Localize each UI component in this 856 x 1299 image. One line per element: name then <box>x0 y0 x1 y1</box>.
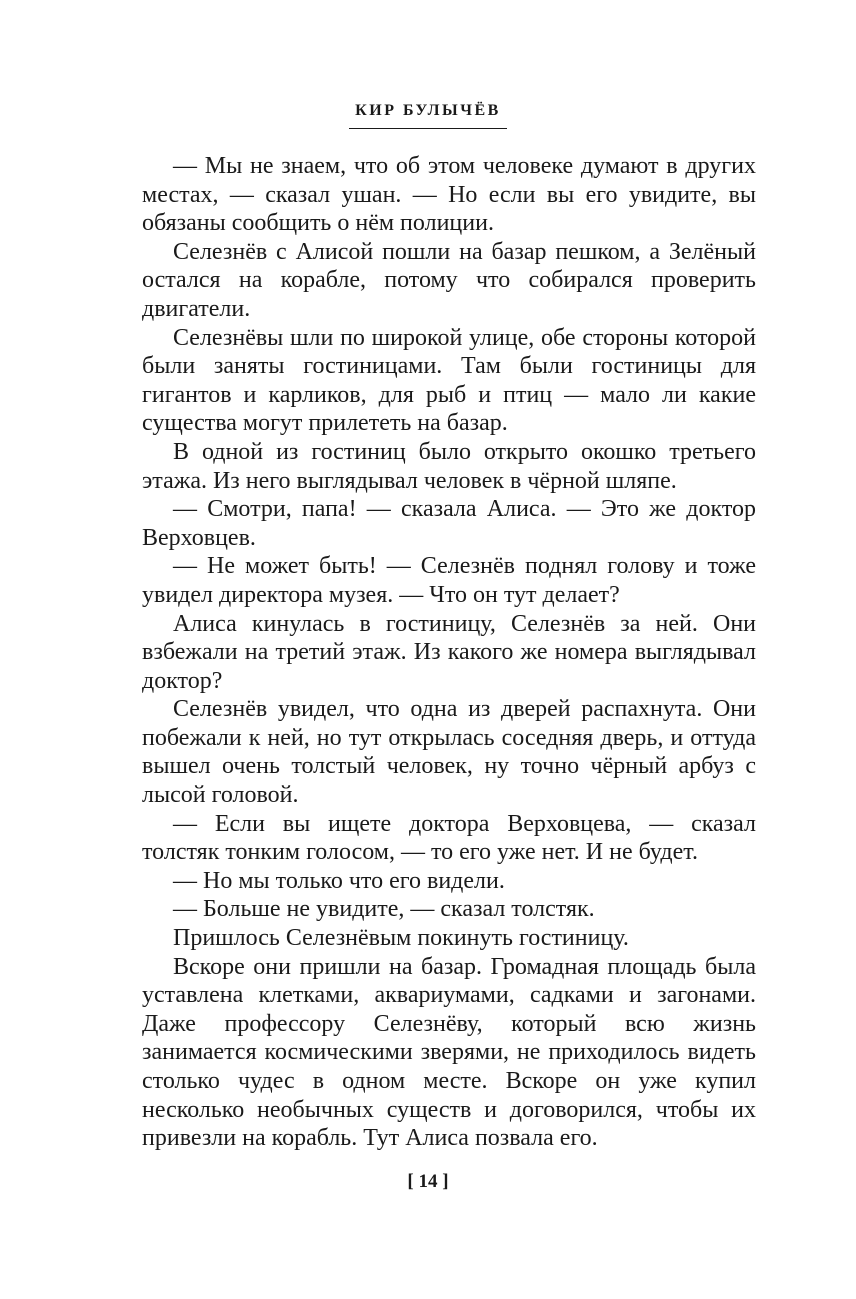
paragraph: — Мы не знаем, что об этом человеке думают в других местах, — сказал ушан. — Но если вы его увидите, вы обязаны сообщить о нём полиции. <box>142 153 756 237</box>
paragraph: — Но мы только что его видели. <box>173 867 505 894</box>
page-body <box>142 152 756 1153</box>
paragraph: Пришлось Селезнёвым покинуть гостиницу. <box>173 925 629 952</box>
paragraph: — Смотри, папа! — сказала Алиса. — Это же доктор Верховцев. <box>142 496 756 551</box>
page-number: [ 14 ] <box>407 1171 449 1192</box>
paragraph: — Не может быть! — Селезнёв поднял голову и тоже увидел директора музея. — Что он тут делает? <box>142 553 756 608</box>
running-header <box>0 100 856 129</box>
paragraph: Алиса кинулась в гостиницу, Селезнёв за ней. Они взбежали на третий этаж. Из какого же номера выглядывал доктор? <box>142 610 756 694</box>
paragraph: Вскоре они пришли на базар. Громадная площадь была уставлена клетками, аквариумами, садками и загонами. Даже профессору Селезнёву, который всю жизнь занимается космическими зверями, не приходилось видеть столько чудес в одном месте. Вскоре он уже купил несколько необычных существ и договорился, чтобы их привезли на корабль. Тут Алиса позвала его. <box>142 953 756 1152</box>
paragraph: В одной из гостиниц было открыто окошко третьего этажа. Из него выглядывал человек в чёрной шляпе. <box>142 438 756 494</box>
paragraph: — Больше не увидите, — сказал толстяк. <box>173 896 595 923</box>
paragraph: Селезнёвы шли по широкой улице, обе стороны которой были заняты гостиницами. Там были гостиницы для гигантов и карликов, для рыб и птиц — мало ли какие существа могут прилететь на базар. <box>142 324 756 437</box>
paragraph: Селезнёв с Алисой пошли на базар пешком, а Зелёный остался на корабле, потому что собирался проверить двигатели. <box>142 238 756 322</box>
book-author-header: КИР БУЛЫЧЁВ <box>349 102 507 129</box>
paragraph: Селезнёв увидел, что одна из дверей распахнута. Они побежали к ней, но тут открылась соседняя дверь, и оттуда вышел очень толстый человек, ну точно чёрный арбуз с лысой головой. <box>142 696 756 809</box>
paragraph: — Если вы ищете доктора Верховцева, — сказал толстяк тонким голосом, — то его уже нет. И не будет. <box>142 810 756 866</box>
